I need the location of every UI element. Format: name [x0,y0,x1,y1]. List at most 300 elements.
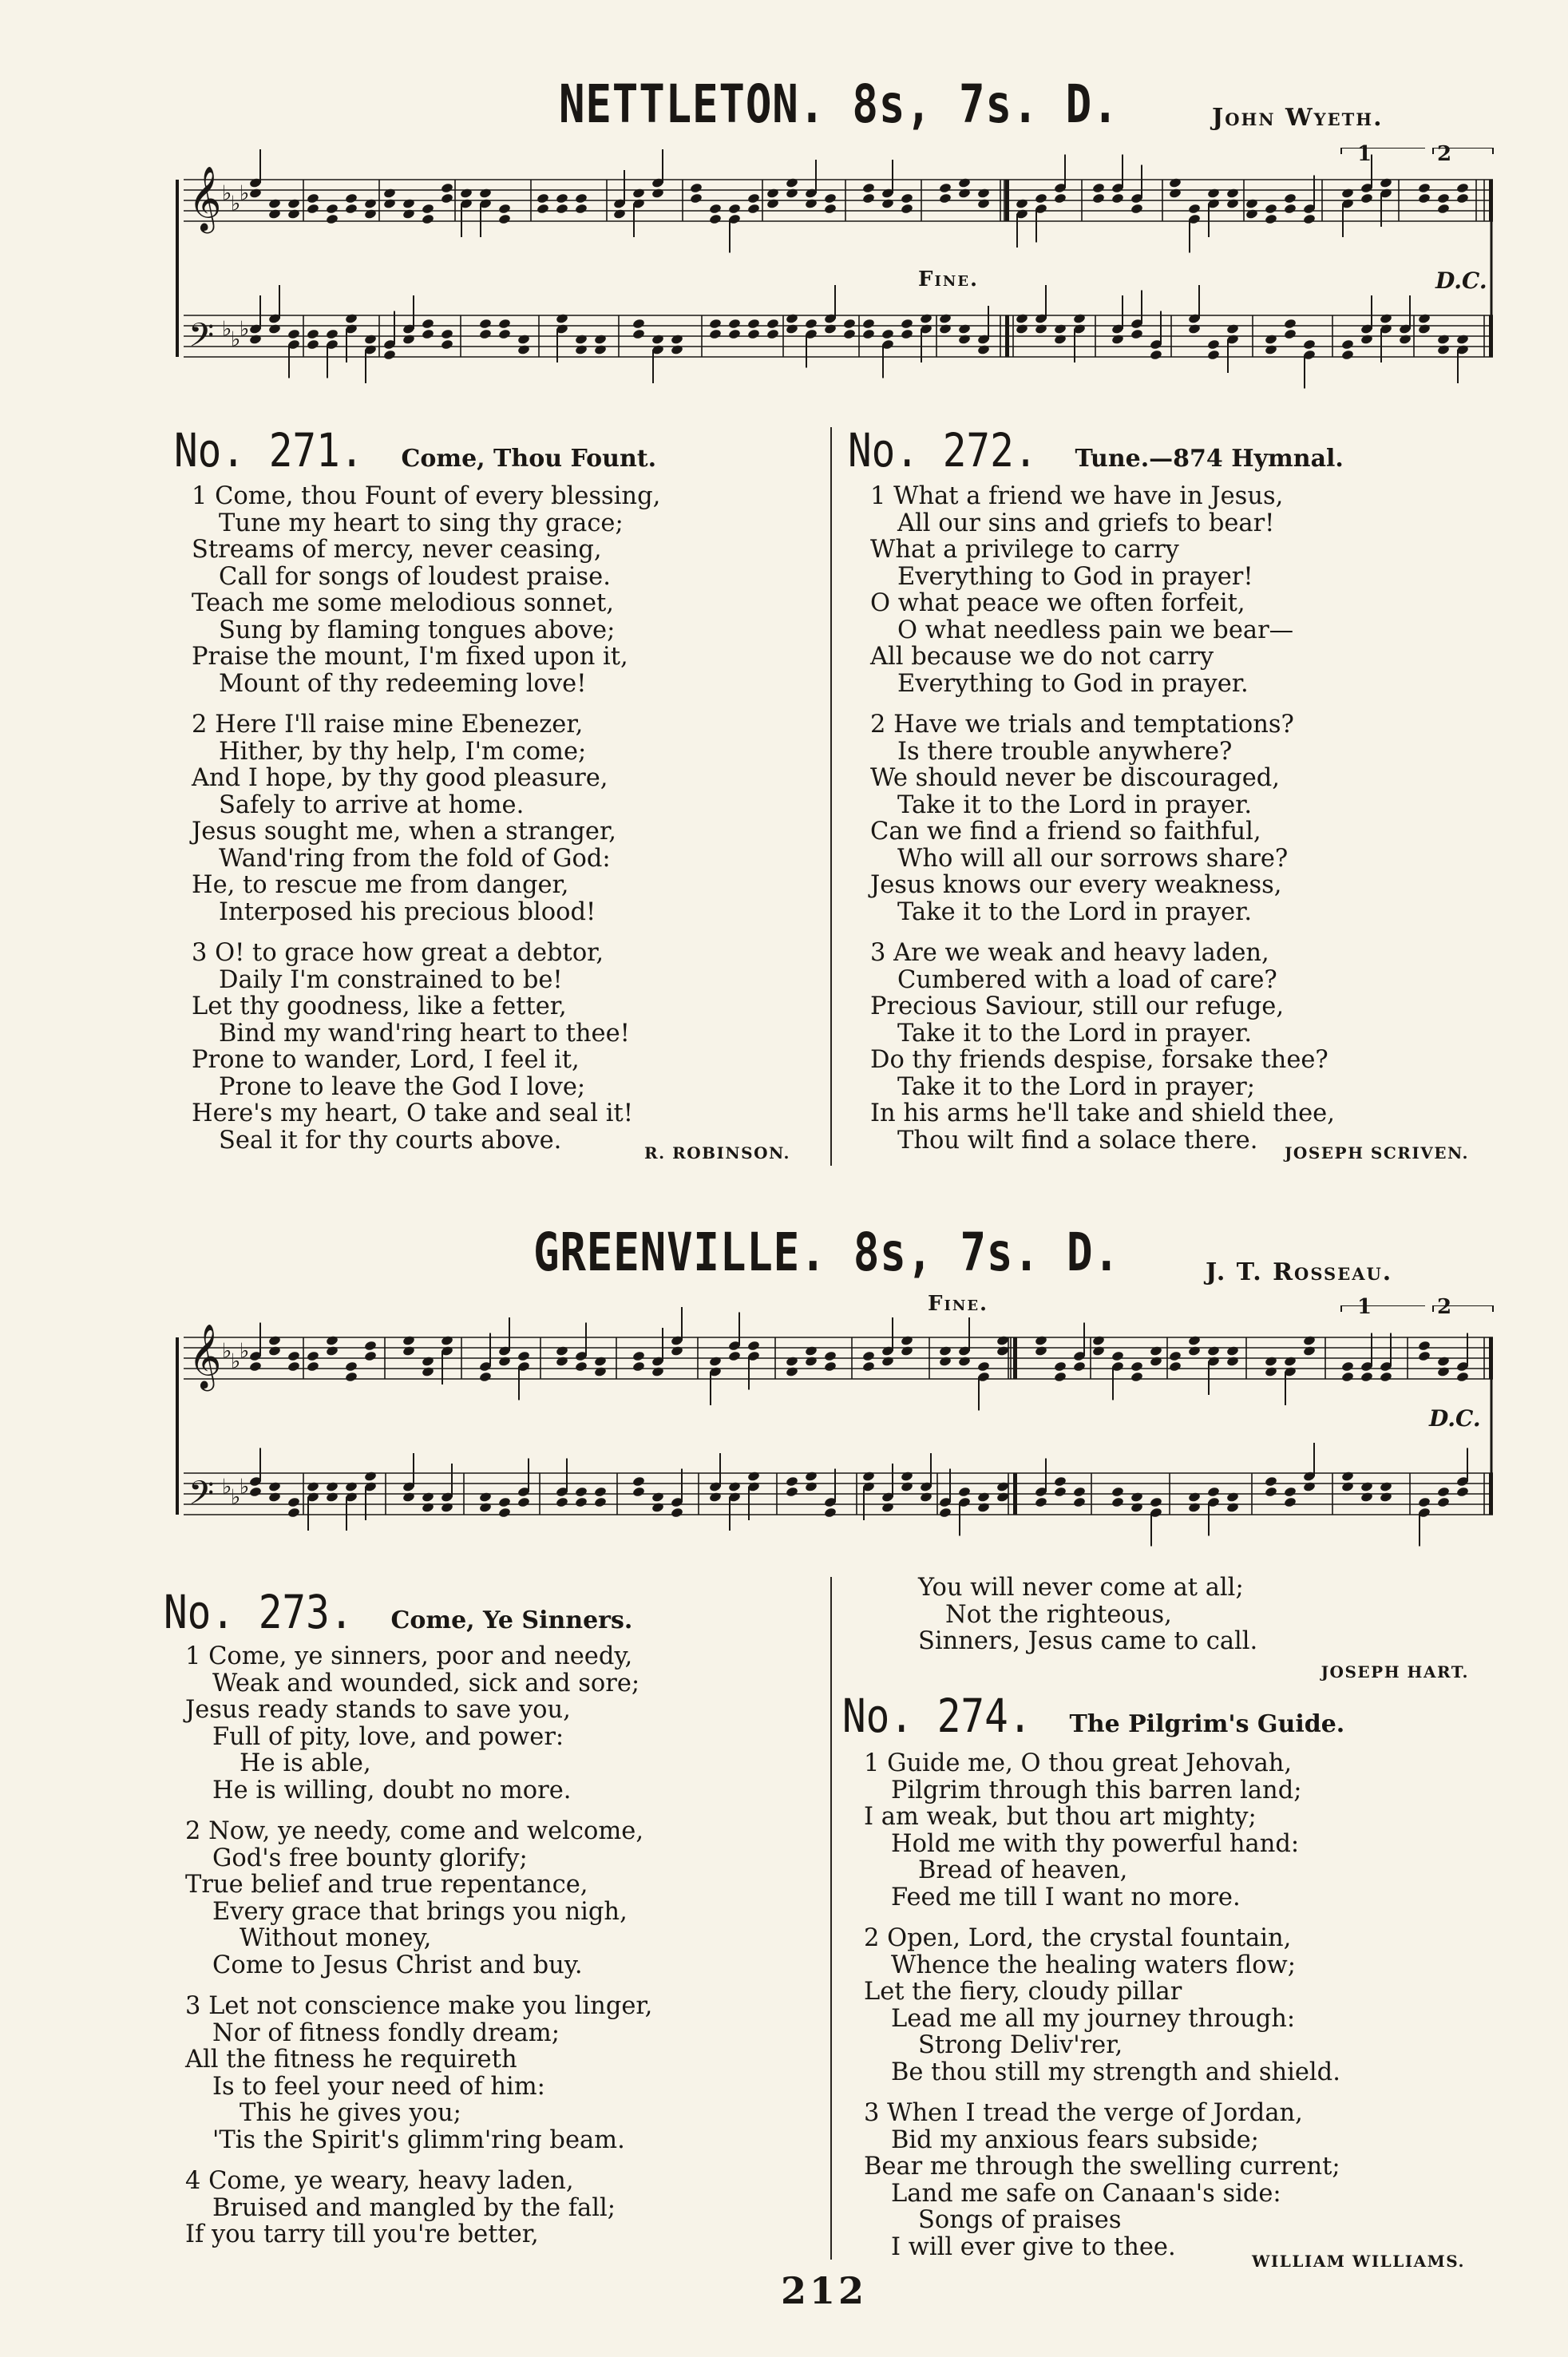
note-head [1207,1486,1221,1497]
hymn-272-heading [848,423,1344,477]
hymn-line: In his arms he'll take and shield thee, [870,1099,1335,1127]
note-head [1130,1371,1144,1382]
note-head [1418,1350,1431,1361]
note-head [747,1340,761,1351]
hymn-line: Every grace that brings you nigh, [212,1897,628,1926]
note-head [1130,1491,1144,1503]
note-head [441,339,454,350]
stanza [185,1818,816,1979]
note-head [1054,1476,1067,1487]
double-barline [1005,180,1009,221]
tune-composer: John Wyeth. [1212,104,1384,132]
hymn-line: Nor of fitness fondly dream; [212,2018,560,2047]
note-head [1303,1481,1317,1492]
note-head [422,1491,435,1503]
note-head [498,1507,512,1518]
note-head [422,203,435,214]
note-head [1092,192,1106,204]
note-head [824,323,837,335]
note-head [1380,313,1393,324]
note-head [1054,1371,1067,1382]
note-head [862,182,876,193]
hymn-272-text [870,483,1493,1168]
hymn-line: Hold me with thy powerful hand: [891,1829,1300,1858]
note-head [1265,213,1278,224]
hymn-line: 4 Come, ye weary, heavy laden, [185,2167,574,2195]
note-head [1150,349,1163,360]
note-head [1073,1361,1087,1372]
flat-icon: ♭ [231,1349,241,1374]
note-head [1188,1345,1202,1357]
volta-1: 1 [1357,1295,1372,1319]
note-head [1016,198,1029,209]
note-head [671,1507,684,1518]
hymn-line: 'Tis the Spirit's glimm'ring beam. [212,2125,625,2154]
note-head [537,192,550,204]
hymn-line: Come to Jesus Christ and buy. [212,1951,583,1979]
hymn-line: Do thy friends despise, forsake thee? [870,1046,1328,1074]
note-head [786,313,799,324]
note-head [307,203,320,214]
note-head [1418,1496,1431,1507]
note-head [1226,1356,1240,1367]
note-head [824,1507,837,1518]
note-head [517,1496,531,1507]
note-head [1092,182,1106,193]
note-head [1341,349,1355,360]
hymn-line: 3 O! to grace how great a debtor, [192,939,604,967]
flat-icon: ♭ [231,327,241,352]
note-head [307,339,320,350]
note-head [1360,1371,1374,1382]
note-head [402,208,416,220]
note-head [575,1361,588,1372]
note-head [651,1491,665,1503]
note-head [1303,213,1317,224]
hymn-line: Lead me all my journey through: [891,2004,1296,2033]
note-head [728,1481,742,1492]
hymn-line: Who will all our sorrows share? [897,844,1289,873]
note-head [287,1361,301,1372]
note-head [594,1356,608,1367]
hymn-line: Is there trouble anywhere? [897,737,1233,766]
flat-icon: ♭ [231,1485,241,1510]
hymn-line: This he gives you; [240,2099,461,2127]
note-head [881,328,895,339]
note-head [383,188,397,199]
double-barline [1005,315,1009,357]
hymn-line: Bid my anxious fears subside; [891,2125,1259,2154]
note-head [1150,1356,1163,1367]
note-head [862,328,876,339]
hymn-line: Feed me till I want no more. [891,1883,1241,1911]
note-head [632,328,646,339]
note-head [939,192,952,204]
hymn-line: 3 Are we weak and heavy laden, [870,939,1269,967]
note-head [422,1366,435,1377]
note-head [805,318,818,329]
hymn-273-heading [164,1585,632,1639]
tune-composer: J. T. Rosseau. [1206,1258,1393,1286]
note-head [671,344,684,355]
note-head [632,1361,646,1372]
note-head [249,188,263,199]
hymn-line: Cumbered with a load of care? [897,965,1277,994]
note-head [287,208,301,220]
note-head [1341,188,1355,199]
note-head [422,328,435,339]
hymn-author: JOSEPH HART. [1321,1662,1469,1682]
note-head [1054,323,1067,335]
hymn-subtitle: Come, Ye Sinners. [390,1606,633,1634]
note-head [307,1481,320,1492]
note-head [651,334,665,345]
note-head [479,328,493,339]
note-head [498,1356,512,1367]
note-head [556,1496,569,1507]
note-head [1092,1335,1106,1346]
hymn-line: 1 Come, thou Fount of every blessing, [192,482,661,510]
note-head [287,1350,301,1361]
note-head [1380,1481,1393,1492]
note-head [958,1486,972,1497]
note-head [1226,198,1240,209]
note-head [1284,192,1297,204]
hymn-line: What a privilege to carry [870,536,1179,564]
note-head [881,1356,895,1367]
stanza-continuation [918,1575,1525,1655]
note-head [556,1356,569,1367]
hymn-author: JOSEPH SCRIVEN. [1284,1143,1469,1163]
note-head [939,182,952,193]
note-head [862,1350,876,1361]
note-head [479,1502,493,1513]
note-head [1054,1361,1067,1372]
note-head [1111,334,1125,345]
note-head [901,1345,914,1357]
note-head [1265,203,1278,214]
hymn-line: 2 Open, Lord, the crystal fountain, [864,1924,1292,1952]
note-head [805,1345,818,1357]
note-head [1130,203,1144,214]
note-head [498,213,512,224]
hymn-line: Without money, [240,1924,432,1952]
music-score-nettleton [168,148,1509,403]
note-head [1456,1371,1470,1382]
flat-icon: ♭ [240,1339,250,1364]
hymn-line: 3 When I tread the verge of Jordan, [864,2099,1303,2127]
hymn-line: If you tarry till you're better, [185,2220,539,2248]
note-head [1111,1496,1125,1507]
note-head [345,192,358,204]
hymn-line: Sinners, Jesus came to call. [918,1627,1258,1655]
note-head [287,1496,301,1507]
note-head [977,188,991,199]
note-head [1360,1481,1374,1492]
note-head [1016,323,1029,335]
note-head [632,1476,646,1487]
note-head [1360,192,1374,204]
note-head [402,198,416,209]
note-head [901,1335,914,1346]
note-head [1073,313,1087,324]
note-head [728,1350,742,1361]
hymn-line: He, to rescue me from danger, [192,871,569,899]
note-head [996,1491,1010,1503]
note-head [1054,192,1067,204]
note-head [728,318,742,329]
note-head [671,1345,684,1357]
note-head [479,1491,493,1503]
note-head [939,1507,952,1518]
note-head [307,1361,320,1372]
note-head [977,198,991,209]
note-head [881,1502,895,1513]
note-head [1169,188,1182,199]
note-head [1265,1356,1278,1367]
note-head [651,188,665,199]
hymn-line: All our sins and griefs to bear! [897,509,1275,537]
hymn-line: 2 Now, ye needy, come and welcome, [185,1817,644,1845]
note-head [939,1356,952,1367]
note-head [1054,1486,1067,1497]
note-head [747,318,761,329]
note-head [364,208,378,220]
note-head [939,323,952,335]
note-head [594,344,608,355]
note-head [786,1476,799,1487]
note-head [1456,182,1470,193]
note-head [287,328,301,339]
hymn-274-text [864,1750,1519,2275]
note-head [1399,334,1412,345]
note-head [402,334,416,345]
note-head [996,1345,1010,1357]
hymn-line: Take it to the Lord in prayer; [897,1072,1255,1101]
note-head [996,1481,1010,1492]
note-head [383,198,397,209]
note-head [1437,1486,1451,1497]
note-head [901,328,914,339]
note-head [690,182,703,193]
note-head [287,1507,301,1518]
hymn-line: Bruised and mangled by the fall; [212,2193,616,2222]
hymn-273-continuation [918,1575,1525,1655]
note-head [268,1345,282,1357]
note-head [307,328,320,339]
note-head [1245,198,1259,209]
note-head [1188,323,1202,335]
hymn-line: Mount of thy redeeming love! [219,669,587,698]
note-head [786,323,799,335]
note-head [1265,1486,1278,1497]
treble-clef-icon: 𝄞 [188,164,222,231]
hymn-line: Prone to leave the God I love; [219,1072,586,1101]
note-head [1265,344,1278,355]
hymn-line: Tune my heart to sing thy grace; [219,509,624,537]
note-head [1150,1496,1163,1507]
dc-label: D.C. [1429,1405,1481,1432]
note-head [556,1345,569,1357]
note-head [728,203,742,214]
bass-clef-icon: 𝄢 [188,315,215,362]
hymn-line: Teach me some melodious sonnet, [192,589,614,617]
note-head [651,1502,665,1513]
note-head [575,344,588,355]
note-head [1092,1345,1106,1357]
stanza [185,1993,816,2153]
note-head [441,1335,454,1346]
stanza [192,940,814,1154]
page-number: 212 [781,2269,868,2312]
note-head [1188,1491,1202,1503]
note-head [268,323,282,335]
note-head [824,192,837,204]
note-head [901,318,914,329]
note-head [1437,344,1451,355]
note-head [1437,1496,1451,1507]
note-head [1207,188,1221,199]
hymn-author: R. ROBINSON. [644,1143,790,1163]
note-head [747,192,761,204]
note-head [364,334,378,345]
note-head [1265,1366,1278,1377]
note-head [1245,208,1259,220]
note-head [786,1366,799,1377]
hymn-line: Jesus ready stands to save you, [185,1696,571,1724]
stanza [185,1643,816,1804]
note-head [345,313,358,324]
note-head [1169,1350,1182,1361]
note-head [1035,192,1048,204]
note-head [1418,192,1431,204]
note-head [1130,328,1144,339]
flat-icon: ♭ [240,181,250,206]
note-head [326,1335,339,1346]
note-head [422,213,435,224]
note-head [805,1471,818,1482]
volta-2: 2 [1437,142,1452,166]
note-head [1111,192,1125,204]
note-head [537,203,550,214]
hymn-line: 1 What a friend we have in Jesus, [870,482,1284,510]
note-head [1341,339,1355,350]
note-head [307,192,320,204]
flat-icon: ♭ [222,181,232,206]
note-head [556,192,569,204]
note-head [651,1366,665,1377]
note-head [575,334,588,345]
hymn-line: Bear me through the swelling current; [864,2153,1340,2181]
note-head [479,1371,493,1382]
hymn-line: God's free bounty glorify; [212,1844,528,1872]
hymn-line: Jesus knows our every weakness, [870,871,1282,899]
note-head [747,1471,761,1482]
fine-label: Fine. [928,1292,989,1316]
note-head [805,1356,818,1367]
note-head [862,192,876,204]
note-head [766,188,780,199]
note-head [1360,1491,1374,1503]
hymn-line: Streams of mercy, never ceasing, [192,536,602,564]
note-head [575,1496,588,1507]
note-head [671,334,684,345]
hymn-number: No. 273. [164,1585,354,1639]
hymn-line: I am weak, but thou art mighty; [864,1803,1257,1831]
hymn-line: Is to feel your need of him: [212,2072,545,2101]
note-head [977,1491,991,1503]
note-head [1284,1496,1297,1507]
note-head [479,188,493,199]
note-head [1456,334,1470,345]
note-head [1073,1486,1087,1497]
note-head [575,192,588,204]
hymn-line: Bread of heaven, [918,1856,1128,1884]
hymn-line: O what peace we often forfeit, [870,589,1245,617]
note-head [1265,334,1278,345]
note-head [1437,334,1451,345]
note-head [307,1350,320,1361]
note-head [575,1486,588,1497]
note-head [479,318,493,329]
note-head [1016,313,1029,324]
hymn-author: WILLIAM WILLIAMS. [1251,2252,1465,2271]
volta-bracket [1341,1305,1425,1312]
note-head [364,1340,378,1351]
note-head [1226,323,1240,335]
note-head [326,1345,339,1357]
hymn-line: Let thy goodness, like a fetter, [192,992,567,1020]
note-head [901,192,914,204]
hymn-line: Seal it for thy courts above. [219,1126,562,1155]
note-head [709,1356,723,1367]
note-head [920,313,933,324]
note-head [460,188,473,199]
note-head [958,323,972,335]
hymn-274-heading [842,1689,1344,1743]
note-head [1284,1486,1297,1497]
hymn-number: No. 274. [842,1689,1032,1743]
note-head [805,1481,818,1492]
note-head [249,1361,263,1372]
note-head [1073,1496,1087,1507]
stanza [864,2100,1519,2260]
flat-icon: ♭ [222,1339,232,1364]
hymn-line: True belief and true repentance, [185,1871,588,1899]
note-head [1284,318,1297,329]
hymn-line: Land me safe on Canaan's side: [891,2179,1281,2208]
hymn-line: Wand'ring from the fold of God: [219,844,611,873]
hymn-line: Not the righteous, [945,1600,1172,1629]
note-head [1437,1356,1451,1367]
dc-label: D.C. [1435,267,1487,294]
note-head [1226,1491,1240,1503]
stanza [870,483,1493,697]
tune-title: NETTLETON. 8s, 7s. D. [559,73,1119,135]
note-head [1418,313,1431,324]
note-head [1380,1371,1393,1382]
stanza [864,1925,1519,2086]
note-head [1035,1345,1048,1357]
hymn-line: 1 Come, ye sinners, poor and needy, [185,1642,633,1670]
note-head [901,1481,914,1492]
note-head [709,328,723,339]
note-head [1035,1335,1048,1346]
stanza [864,1750,1519,1911]
hymn-line: Can we find a friend so faithful, [870,818,1261,846]
note-head [287,198,301,209]
note-head [326,1491,339,1503]
